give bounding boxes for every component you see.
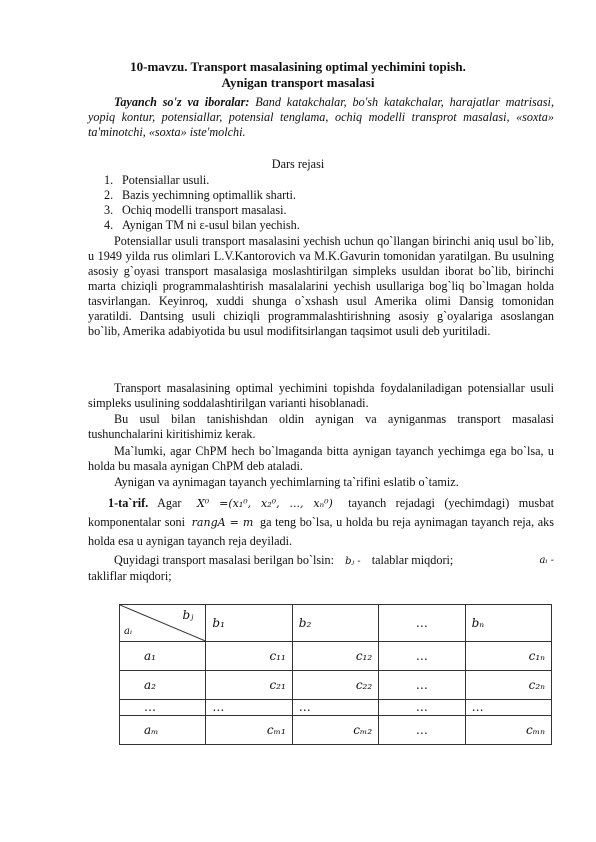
table-row: [120, 642, 552, 671]
paragraph: Aynigan va aynimagan tayanch yechimlarning ta`rifini eslatib o`tamiz.: [114, 475, 459, 489]
plan-item: 1. Potensiallar usuli.: [104, 173, 210, 187]
cost-cell: …: [379, 716, 465, 745]
ellipsis-cell: …: [120, 700, 206, 716]
paragraph: Transport masalasining optimal yechimini topishda foydalaniladigan potensiallar usuli simpleks usulining soddalashtirilgan varianti hisoblanadi.: [88, 381, 554, 410]
keywords-text: Band katakchalar, bo'sh katakchalar, harajatlar matrisasi, yopiq kontur, potensiallar, potensial tenglama, ochiq modelli transprot masalasi, «soxta» ta'minotchi, «soxta» iste'molchi.: [88, 95, 554, 139]
definition-paragraph: [88, 494, 554, 551]
definition-agar: Agar: [157, 496, 182, 510]
corner-a: aᵢ: [124, 626, 132, 637]
cost-cell: c₂₂: [292, 671, 378, 700]
cost-cell: cₘ₂: [292, 716, 378, 745]
plan-list: [104, 173, 300, 233]
cost-cell: c₁ₙ: [465, 642, 551, 671]
header-cell: b₁: [206, 605, 292, 642]
supply-cell: a₁: [120, 642, 206, 671]
table-row: [120, 700, 552, 716]
cost-cell: c₁₂: [292, 642, 378, 671]
table-row: [120, 716, 552, 745]
cost-cell: cₘₙ: [465, 716, 551, 745]
cost-cell: c₂ₙ: [465, 671, 551, 700]
table-row: [120, 671, 552, 700]
cost-cell: …: [379, 642, 465, 671]
transport-table: [119, 604, 552, 745]
corner-b: bⱼ: [182, 608, 194, 622]
cost-cell: cₘ₁: [206, 716, 292, 745]
definition-text: tayanch rejadagi (yechimdagi) musbat komponentalar soni: [88, 496, 555, 529]
cost-cell: …: [379, 671, 465, 700]
paragraph: Bu usul bilan tanishishdan oldin aynigan va ayniganmas transport masalasi tushunchalarini kiritishimiz kerak.: [88, 412, 554, 441]
plan-item: 2. Bazis yechimning optimallik sharti.: [104, 188, 296, 202]
corner-cell: [120, 605, 206, 642]
plan-title: Dars rejasi: [271, 157, 325, 171]
lesson-subtitle: Aynigan transport masalasi: [221, 75, 375, 90]
paragraph: Potensiallar usuli transport masalasini yechish uchun qo`llangan birinchi aniq usul bo`lib, u 1949 yilda rus olimlari L.V.Kantorovich va M.K.Gavurin tomonidan yaratilgan. Bu usulning asosiy g`oyasi transport masalasiga moslashtirilgan simpleks usuldan iborat bo`lib, birinchi marta chiziqli programmalashtirish masalalarini yechish usullariga bog`liq bo`lmagan holda tasvirlangan. Keyinroq, xuddi shunga o`xshash usul Amerika olimi Dansig tomonidan yaratildi. Dantsing usuli chiziqli programmalashtirishning asosiy g`oyalariga asoslangan bo`lib, Amerika adabiyotida bu usul modifitsirlangan taqsimot usuli deb yuritiladi.: [88, 234, 554, 338]
keywords-lead: Tayanch so'z va iboralar:: [114, 95, 250, 109]
ai-symbol: aᵢ -: [539, 555, 554, 566]
keywords-paragraph: [88, 95, 554, 140]
supply-cell: aₘ: [120, 716, 206, 745]
cost-cell: c₂₁: [206, 671, 292, 700]
bj-symbol: bⱼ -: [345, 556, 361, 567]
plan-item: 4. Aynigan TM ni ε-usul bilan yechish.: [104, 218, 300, 232]
plan-item: 3. Ochiq modelli transport masalasi.: [104, 203, 287, 217]
ellipsis-cell: …: [379, 700, 465, 716]
definition-text: ga teng bo`lsa, u holda bu reja aynimagan tayanch reja, aks holda esa u aynigan tayanch reja deyiladi.: [88, 515, 555, 548]
problem-intro: Quyidagi transport masalasi berilgan bo`lsin: bⱼ - talablar miqdori; aᵢ - takliflar miqdori;: [88, 550, 554, 593]
ellipsis-cell: …: [292, 700, 378, 716]
header-cell: …: [379, 605, 465, 642]
header-cell: bₙ: [465, 605, 551, 642]
supply-cell: a₂: [120, 671, 206, 700]
formula-x: X⁰ =(x₁⁰, x₂⁰, ..., xₙ⁰): [196, 497, 333, 510]
formula-rank: rangA = m: [191, 516, 254, 529]
cost-cell: c₁₁: [206, 642, 292, 671]
header-cell: b₂: [292, 605, 378, 642]
table-header-row: [120, 605, 552, 642]
ellipsis-cell: …: [206, 700, 292, 716]
definition-lead: 1-ta`rif.: [108, 496, 149, 510]
ellipsis-cell: …: [465, 700, 551, 716]
lesson-title: 10-mavzu. Transport masalasining optimal yechimini topish.: [130, 59, 466, 74]
paragraph: Ma`lumki, agar ChPM hech bo`lmaganda bitta aynigan tayanch yechimga ega bo`lsa, u holda bu masala aynigan ChPM deb ataladi.: [88, 444, 554, 473]
